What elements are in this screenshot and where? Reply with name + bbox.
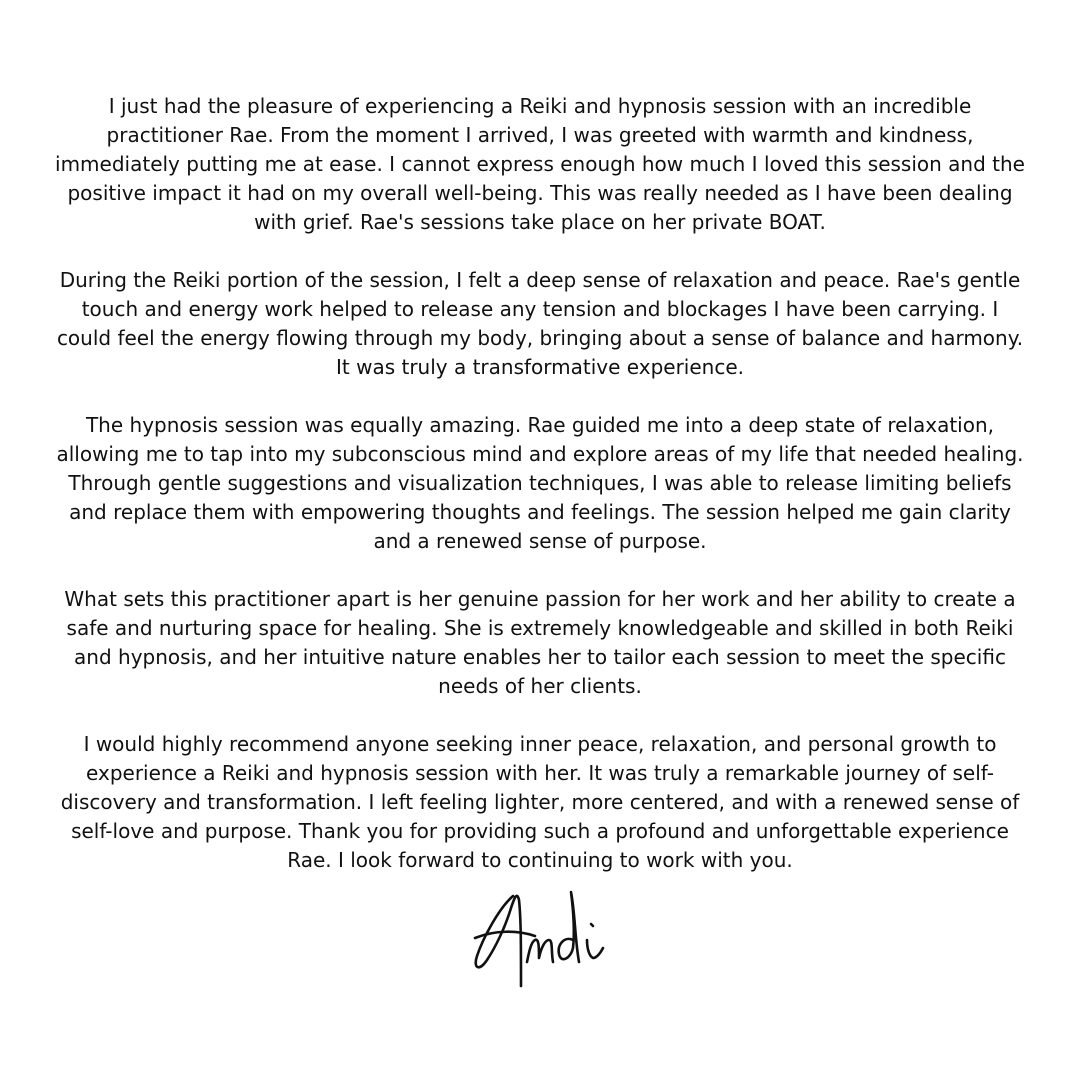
testimonial-paragraph-2: During the Reiki portion of the session, I felt a deep sense of relaxation and peace. Rae's gentle touch and energy work helped to release any tension and blockages I have been carrying. I could feel the energy flowing through my body, bringing about a sense of balance and harmony. It was truly a transformative experience.	[56, 268, 1024, 379]
testimonial-paragraph-4: What sets this practitioner apart is her genuine passion for her work and her ability to create a safe and nurturing space for healing. She is extremely knowledgeable and skilled in both Reiki and hypnosis, and her intuitive nature enables her to tailor each session to meet the specific needs of her clients.	[64, 587, 1016, 698]
testimonial-paragraph-5: I would highly recommend anyone seeking inner peace, relaxation, and personal growth to experience a Reiki and hypnosis session with her. It was truly a remarkable journey of self-discovery and transformation. I left feeling lighter, more centered, and with a renewed sense of self-love and purpose. Thank you for providing such a profound and unforgettable experience Rae. I look forward to continuing to work with you.	[60, 732, 1020, 872]
testimonial-body	[55, 92, 1025, 875]
signature-stroke-i	[587, 940, 603, 958]
signature-stroke-a-loop	[476, 896, 521, 986]
handwritten-signature	[455, 878, 625, 998]
signature-drawing	[455, 878, 625, 998]
signature-stroke-n	[527, 940, 553, 962]
signature-stroke-d	[559, 892, 579, 962]
testimonial-paragraph-1: I just had the pleasure of experiencing a Reiki and hypnosis session with an incredible practitioner Rae. From the moment I arrived, I was greeted with warmth and kindness, immediately putting me at ease. I cannot express enough how much I loved this session and the positive impact it had on my overall well-being. This was really needed as I have been dealing with grief. Rae's sessions take place on her private BOAT.	[55, 94, 1025, 234]
signature-stroke-i-dot	[591, 924, 593, 926]
testimonial-paragraph-3: The hypnosis session was equally amazing. Rae guided me into a deep state of relaxation, allowing me to tap into my subconscious mind and explore areas of my life that needed healing. Through gentle suggestions and visualization techniques, I was able to release limiting beliefs and replace them with empowering thoughts and feelings. The session helped me gain clarity and a renewed sense of purpose.	[56, 413, 1024, 553]
